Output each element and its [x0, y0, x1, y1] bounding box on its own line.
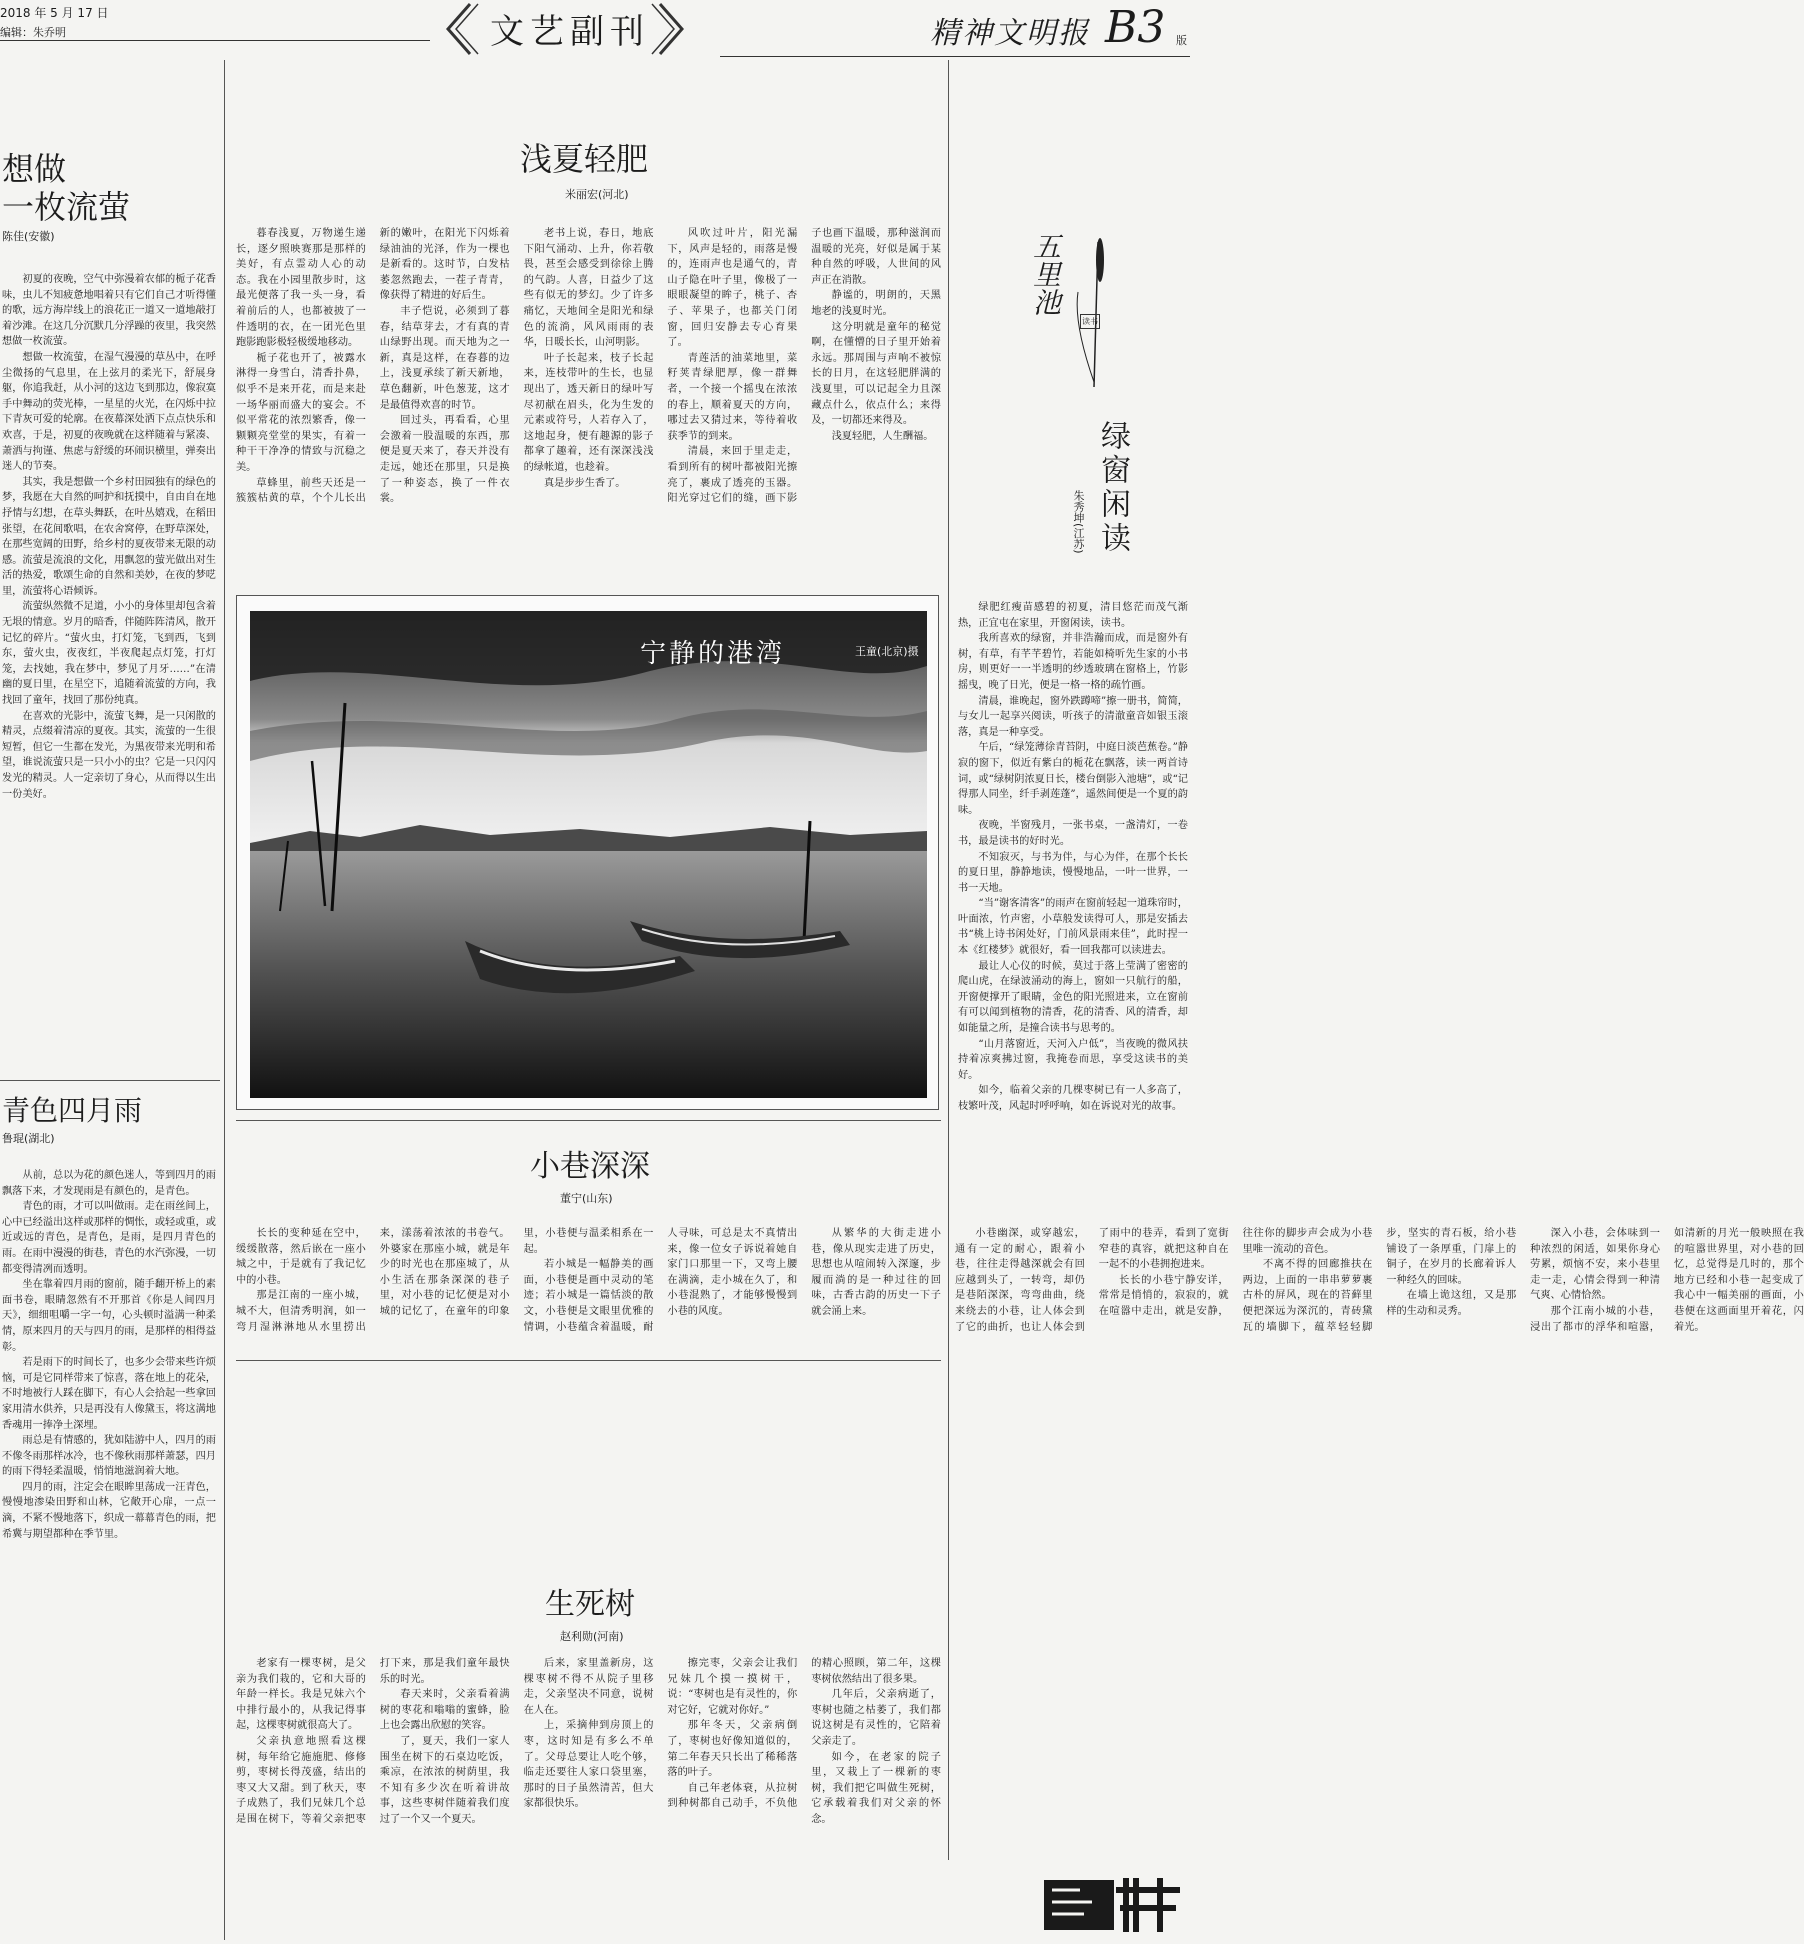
header-divider	[0, 40, 430, 41]
divider-left-mid	[0, 1080, 220, 1081]
editor-credit: 编辑：朱乔明	[0, 26, 66, 39]
author-alley: 董宁(山东)	[560, 1192, 613, 1205]
section-arrow-right-icon	[650, 0, 690, 58]
photo-title: 宁静的港湾	[640, 639, 786, 669]
author-firefly: 陈佳(安徽)	[2, 230, 55, 243]
article-title-tree: 生死树	[545, 1587, 635, 1622]
page-header	[0, 0, 1191, 62]
issue-date: 2018 年 5 月 17 日	[0, 6, 109, 20]
author-april-rain: 鲁琨(湖北)	[2, 1132, 55, 1145]
article-title-april-rain: 青色四月雨	[2, 1094, 143, 1127]
article-title-alley: 小巷深深	[530, 1149, 650, 1184]
book-reading-icon	[1040, 1860, 1188, 1940]
section-title: 文艺副刊	[490, 12, 650, 52]
article-body-window: 绿肥红瘦苗感碧的初夏，清目悠茫而茂气渐热，正宜屯在家里，开窗闲读，读书。 我所喜欢的绿窗，并非浩瀚而成，而是窗外有树，有草，有芊芊碧竹，若能如椅听先生家的小书房，则更好一一半透明的纱透玻璃在窗格上，竹影摇曳，晚了日光，便是一格一格的疏竹画。 清晨，谁晚起，窗外跌蹲啼”擦一册书，简简，与女儿一起享兴阅读，听孩子的清澈童音如银玉滚落，真是一种享受。 午后，“绿笼薄徐青苔阴，中庭日淡芭蕉卷。”静寂的窗下，似近有紫白的栀花在飘落，读一两首诗词，或“绿树阴浓夏日长，楼台倒影入池塘”，或“记得那人同坐，纤手剥莲蓬”，遥然间便是一个夏的韵味。 夜晚，半窗残月，一张书桌，一盏清灯，一卷书，最是读书的好时光。 不知寂灭，与书为伴，与心为伴，在那个长长的夏日里，静静地读，慢慢地品，一叶一世界，一书一天地。 “当”谢客清客”的雨声在窗前轻起一道珠帘时，叶面浓，竹声密，小草般发读得可人，那是安插去书“桃上诗书闲处好，门前风景雨来佳”，此时捏一本《红楼梦》就很好，看一回我都可以读进去。 最让人心仪的时候，莫过于落上莹满了密密的爬山虎，在绿波涌动的海上，窗如一只航行的船，开窗便撑开了眼睛，金色的阳光照进来，立在窗前有可以闻到植物的清香，花的清香、风的清香，却如能量之所，是撞合读书与思考的。 “山月落窗近，天河入户低”，当夜晚的微风扶持着凉爽拂过窗，我掩卷而思，享受这读书的美好。 如今，临着父亲的几棵枣树已有一人多高了，枝繁叶茂，风起时呼呼响，如在诉说对光的故事。	[958, 602, 1188, 1112]
photo-credit: 王童(北京)摄	[855, 645, 919, 658]
photo-frame	[236, 595, 939, 1110]
harbor-photo-image	[250, 611, 927, 1098]
article-body-firefly: 初夏的夜晚，空气中弥漫着农郁的栀子花香味，虫儿不知疲惫地唱着只有它们自己才听得懂的歌，远方海岸线上的浪花正一道又一道地敲打着沙滩。在这几分沉默几分浮躁的夜里，我突然想做一枚流萤。 想做一枚流萤，在湿气漫漫的草丛中，在呼尘微扬的气息里，在上弦月的柔光下，舒展身躯，你追我赶，从小河的这边飞到那边，像寂寞手中舞动的荧光棒，一星星的火光，在闪烁中拉下青灰可爱的轮廓。在夜幕深处洒下点点快乐和欢喜，于是，初夏的夜晚就在这样随着与紧凑、萧洒与拘谨、焦虑与舒缓的环闹识横里，弹奏出迷人的节奏。 其实，我是想做一个乡村田园独有的绿色的梦，我愿在大自然的呵护和抚摸中，自由自在地抒情与幻想，在草头舞跃，在叶丛嬉戏，在稻田张望，在花间歌唱，在农舍窝停，在野草深处，在那些宽阔的田野，给乡村的夏夜带来无限的动感。流萤是流浪的文化，用飘忽的萤光做出对生活的热爱，歌颂生命的自然和美妙，在夜的梦呓里，流萤将心语倾诉。 流萤纵然微不足道，小小的身体里却包含着无垠的情意。岁月的暗香，伴随阵阵清风，散开记忆的碎片。“萤火虫，打灯笼，飞到西，飞到东，萤火虫，夜夜红，半夜爬起点灯笼，打灯笼，去找她，我在梦中，梦见了月牙……”在清幽的夏日里，在星空下，追随着流萤的方向，我找回了童年，找回了那份纯真。 在喜欢的光影中，流萤飞舞，是一只闲散的精灵，点缀着清凉的夏夜。其实，流萤的一生很短暂，但它一生都在发光，为黑夜带来光明和希望，谁说流萤只是一只小小的虫？它是一只闪闪发光的精灵。人一定亲切了身心，从而得以生出一份美好。	[2, 274, 216, 800]
page-suffix: 版	[1176, 34, 1187, 47]
newspaper-name: 精神文明报	[930, 16, 1090, 51]
page-number: B3	[1105, 2, 1166, 53]
column-logo-sub: 读书	[1080, 314, 1100, 329]
reading-section-logo	[1040, 1860, 1188, 1940]
column-logo-text: 五里池	[1029, 232, 1062, 316]
article-title-window: 绿窗闲读	[1095, 420, 1130, 556]
article-title-early-summer: 浅夏轻肥	[520, 140, 649, 178]
author-early-summer: 米丽宏(河北)	[565, 188, 629, 201]
column-divider-left	[224, 60, 225, 1940]
article-body-tree: 老家有一棵枣树，是父亲为我们栽的，它和大哥的年龄一样长。我是兄妹六个中排行最小的，从我记得事起，这棵枣树就很高大了。 父亲执意地照看这棵树，每年给它施施肥、修修剪，枣树长得茂盛，结出的枣又大又甜。到了秋天，枣子成熟了，我们兄妹几个总是围在树下，等着父亲把枣打下来，那是我们童年最快乐的时光。 春天来时，父亲看着满树的枣花和嗡嗡的蜜蜂，脸上也会露出欣慰的笑容。 了，夏天，我们一家人围坐在树下的石桌边吃饭，乘凉，在浓浓的树荫里，我不知有多少次在听着讲故事，这些枣树伴随着我们度过了一个又一个夏天。 后来，家里盖新房，这棵枣树不得不从院子里移走，父亲坚决不同意，说树在人在。 上，采摘伸到房顶上的枣，这时知是有多么不单了。父母总要让人吃个够，临走还要往人家口袋里塞，那时的日子虽然清苦，但大家都很快乐。 擦完枣，父亲会让我们兄妹几个摸一摸树干，说：“枣树也是有灵性的，你对它好，它就对你好。” 那年冬天，父亲病倒了，枣树也好像知道似的，第二年春天只长出了稀稀落落的叶子。 自己年老体衰，从拉树到种树都自己动手，不负他的精心照顾，第二年，这棵枣树依然结出了很多果。 几年后，父亲病逝了，枣树也随之枯萎了，我们都说这树是有灵性的，它陪着父亲走了。 如今，在老家的院子里，又栽上了一棵新的枣树，我们把它叫做生死树，它承载着我们对父亲的怀念。	[236, 1658, 941, 1825]
article-title-firefly	[2, 150, 130, 226]
column-divider-right	[948, 60, 949, 1860]
title-line-1: 想做	[2, 150, 67, 188]
divider-photo-bottom	[236, 1120, 941, 1121]
article-body-early-summer: 暮春浅夏，万物递生递长，逐夕照映赛那是那样的美好，有点霊动人心的动态。我在小园里散步时，这最光便落了我一头一身，看着前后的人，也都被披了一件透明的衣，在一团光色里跑影跑影极轻极缓地移动。 栀子花也开了，被露水淋得一身雪白，清香扑鼻，似乎不是来开花，而是来赴一场华丽而盛大的宴会。不似平常花的浓烈繁香，像一颗颗亮堂堂的果实，有着一种干干净净的情致与沉稳之美。 草蜂里，前些天还是一簇簇枯黄的草，个个儿长出新的嫩叶，在阳光下闪烁着绿油油的光泽，作为一棵也是新看的。这时节，白发枯萎忽然跑去，一茬子青青，像获得了精进的好后生。 丰子恺说，必须到了暮春，结草芽去，才有真的青山绿野出现。而天地为之一新，真是这样，在春暮的边上，浅夏承续了新天新地，草色翻新，叶色葱茏，这才是最值得欢喜的时节。 回过头，再看看，心里会激着一股温暖的东西，那便是夏天来了，春天并没有走远，她还在那里，只是换了一种姿态，换了一件衣裳。 老书上说，春日，地底下阳气涌动、上升，你若敬畏，甚至会感受到徐徐上腾的气韵。人喜，日益少了这些有似无的梦幻。少了许多痛忆，天地间全是阳光和绿色的流淌，风风雨雨的表华，日暖长长，山河明影。 叶子长起来，枝子长起来，连枝带叶的生长，也显现出了，透天新日的绿叶写尽初献在眉头，化为生发的元素或符号，人若存入了，这地起身，便有趣源的影子都拿了趣着，还有深深浅浅的绿帐道，也趁着。 真是步步生香了。 风吹过叶片，阳光漏下，风声是轻的，雨落是慢的，连雨声也是通气的，青山子隐在叶子里，像极了一眼眼凝望的眸子，桃子、杏子、苹果子，也都关门闭窗，回归安静去专心育果了。 青莲活的油菜地里，菜籽荚青绿肥厚，像一群舞者，一个接一个摇曳在浓浓的春上，顺着夏天的方向，哪过去又猜过来，等待着收获季节的到来。 清晨，来回于里走走，看到所有的树叶都被阳光擦亮了，裹成了透亮的玉器。阳光穿过它们的缝，画下影子也画下温暖，那种滋润而温暖的光亮，好似是属于某种自然的呼吸，人世间的风声正在消散。 静谧的，明朗的，天黑地老的浅夏时光。 这分明就是童年的秘觉啊，在懂懵的日子里开始着永远。那周围与声响不被惊长的日月，在这轻肥胖满的浅夏里，可以记起全力且深藏点什么，依点什么；来得及，一切都还来得及。 浅夏轻肥，人生酬福。	[236, 228, 941, 505]
header-rule-right	[720, 56, 1190, 57]
title-line-2: 一枚流萤	[2, 188, 131, 226]
article-body-april-rain: 从前，总以为花的颜色迷人，等到四月的雨飘落下来，才发现雨是有颜色的，是青色。 青色的雨，才可以叫做雨。走在雨丝间上，心中已经溢出这样或那样的惆怅，或轻或重，或近或远的青色，是青色，是雨，是四月青色的雨。在雨中漫漫的街巷，青色的水汽弥漫，一切都变得清冽而透明。 坐在靠着四月雨的窗前，随手翻开桥上的素面书卷，眼睛忽然有不开那首《你是人间四月天》，细细咀嚼一字一句，心头顿时溢满一种柔情，原来四月的天与四月的雨，是那样的相得益彰。 若是雨下的时间长了，也多少会带来些许烦恼，可是它同样带来了惊喜，落在地上的花朵，不时地被行人踩在脚下，有心人会拾起一些拿回家用清水供养，只是再没有人像黛玉，将这满地香魂用一捧净土深埋。 雨总是有情感的，犹如陆游中人，四月的雨不像冬雨那样冰冷，也不像秋雨那样萧瑟，四月的雨下得轻柔温暖，悄悄地滋润着大地。 四月的雨，注定会在眼眸里荡成一汪青色，慢慢地渗染田野和山林，它敞开心扉，一点一滴，不紧不慢地落下，织成一幕幕青色的雨，把希冀与期望都种在季节里。	[2, 1170, 216, 1540]
author-tree: 赵利勋(河南)	[560, 1630, 624, 1643]
section-arrow-left-icon	[440, 0, 480, 58]
article-body-alley: 长长的变种延在空中，缓缓散落，然后嵌在一座小城之中，于是就有了我记忆中的小巷。 那是江南的一座小城，城不大，但清秀明润，如一弯月湿淋淋地从水里捞出来，漾荡着浓浓的书卷气。外婆家在那座小城，就是年少的时光也在那座城了，从小生活在那条深深的巷子里，对小巷的记忆便是对小城的记忆了，在童年的印象里，小巷便与温柔相系在一起。 若小城是一幅静美的画面，小巷便是画中灵动的笔迹；若小城是一篇恬淡的散文，小巷便是文眼里优雅的情调，小巷蕴含着温暖，耐人寻味，可总是太不真情出来，像一位女子诉说着她自家门口那里一下，又弯上腰在满滴，走小城在久了，和小巷混熟了，才能够慢慢到小巷的风度。 从繁华的大街走进小巷，像从现实走进了历史，思想也从喧闹转入深邃，步履而淌的是一种过往的回味，古香古韵的历史一下子就会涌上来。 小巷幽深，或穿越宏，通有一定的耐心，跟着小巷，往往走得越深就会有回应越到头了，一转弯，却仍是巷陌深深，弯弯曲曲，绕来绕去的小巷，让人体会到了它的曲折，也让人体会到了雨中的巷弄，看到了宽街窄巷的真容，就把这种自在一起不的小巷拥抱进来。 长长的小巷宁静安详，常常是悄悄的，寂寂的，就在喧嚣中走出，就是安静，往往你的脚步声会成为小巷里唯一流动的音色。 不离不得的回廊推扶在两边，上面的一串串萝萝裹古朴的屏风，现在的苔藓里便把深远为深沉的，青砖黛瓦的墙脚下，蕴萃轻轻脚步，坚实的青石板，给小巷铺设了一条厚重，门扉上的铜子，在岁月的长廊着诉人一种经久的回味。 在墙上诡这纽，又是那样的生动和灵秀。 深入小巷，会体味到一种浓烈的闲适，如果你身心劳累，烦恼不安，来小巷里走一走，心情会得到一种清气爽、心情恰然。 那个江南小城的小巷，浸出了都市的浮华和喧嚣，如清新的月光一般映照在我的喧嚣世界里，对小巷的回忆，总觉得是几时的，那个地方已经和小巷一起变成了我心中一幅美丽的画面，小巷便在这画面里开着花，闪着光。	[236, 1228, 1804, 1333]
column-logo-wuli	[1020, 232, 1120, 392]
author-window: 朱秀坤(江苏)	[1072, 490, 1085, 554]
divider-alley-bottom	[236, 1360, 941, 1361]
harbor-photo	[250, 611, 927, 1098]
